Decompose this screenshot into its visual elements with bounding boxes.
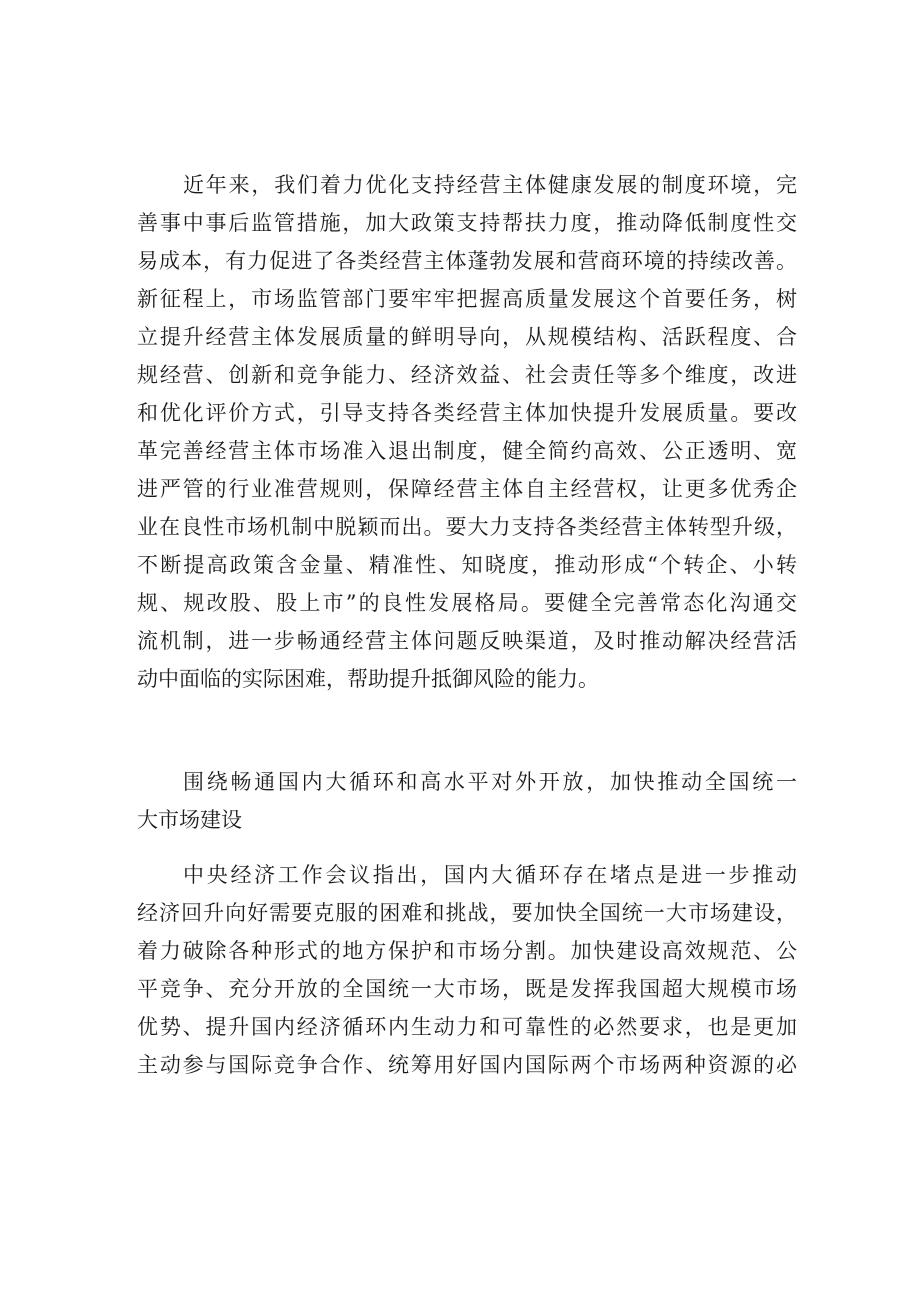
heading-line: 大市场建设: [137, 808, 242, 832]
text-line: 立提升经营主体发展质量的鲜明导向，从规模结构、活跃程度、合: [137, 325, 797, 349]
text-line: 不断提高政策含金量、精准性、知晓度，推动形成“个转企、小转: [137, 553, 797, 577]
paragraph-market-entity-development: [137, 166, 797, 698]
text-line: 易成本，有力促进了各类经营主体蓬勃发展和营商环境的持续改善。: [137, 249, 797, 273]
text-line: 善事中事后监管措施，加大政策支持帮扶力度，推动降低制度性交: [137, 211, 797, 235]
text-line: 着力破除各种形式的地方保护和市场分割。加快建设高效规范、公: [137, 939, 797, 963]
text-line: 新征程上，市场监管部门要牢牢把握高质量发展这个首要任务，树: [137, 287, 797, 311]
text-line: 经济回升向好需要克服的困难和挑战，要加快全国统一大市场建设，: [137, 901, 797, 925]
text-line: 和优化评价方式，引导支持各类经营主体加快提升发展质量。要改: [137, 401, 797, 425]
heading-line: 围绕畅通国内大循环和高水平对外开放，加快推动全国统一: [183, 770, 797, 794]
text-line: 动中面临的实际困难，帮助提升抵御风险的能力。: [137, 667, 599, 691]
text-line: 规经营、创新和竞争能力、经济效益、社会责任等多个维度，改进: [137, 363, 797, 387]
text-line: 流机制，进一步畅通经营主体问题反映渠道，及时推动解决经营活: [137, 629, 797, 653]
text-line: 革完善经营主体市场准入退出制度，健全简约高效、公正透明、宽: [137, 439, 797, 463]
paragraph-central-economic-work-conference: [137, 856, 797, 1084]
section-heading-unified-market: [137, 763, 797, 839]
text-line: 进严管的行业准营规则，保障经营主体自主经营权，让更多优秀企: [137, 477, 797, 501]
text-line: 平竞争、充分开放的全国统一大市场，既是发挥我国超大规模市场: [137, 977, 797, 1001]
text-line: 业在良性市场机制中脱颖而出。要大力支持各类经营主体转型升级，: [137, 515, 797, 539]
text-line: 规、规改股、股上市”的良性发展格局。要健全完善常态化沟通交: [137, 591, 797, 615]
text-line: 主动参与国际竞争合作、统筹用好国内国际两个市场两种资源的必: [137, 1053, 797, 1077]
text-line: 中央经济工作会议指出，国内大循环存在堵点是进一步推动: [183, 863, 797, 887]
text-line: 优势、提升国内经济循环内生动力和可靠性的必然要求，也是更加: [137, 1015, 797, 1039]
text-line: 近年来，我们着力优化支持经营主体健康发展的制度环境，完: [183, 173, 797, 197]
